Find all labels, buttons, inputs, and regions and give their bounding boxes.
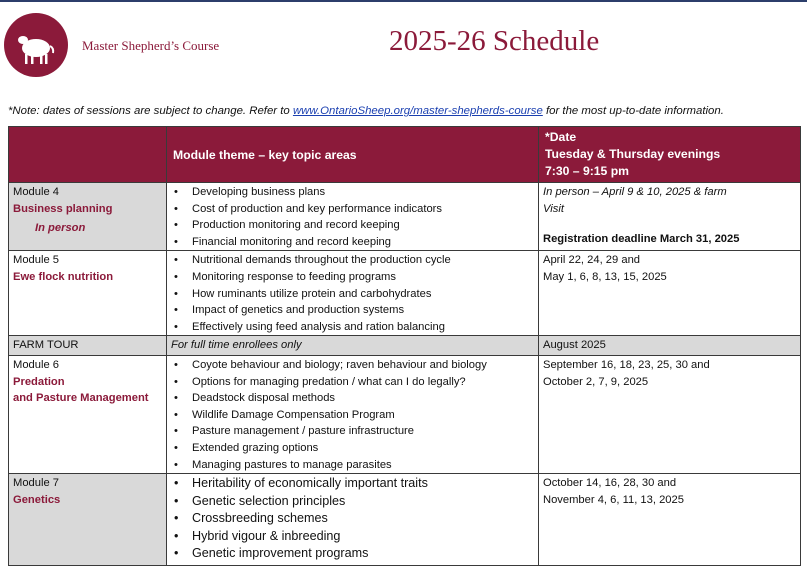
date-cell: [539, 355, 801, 473]
module-number: Module 5: [13, 254, 60, 267]
list-item: • Production monitoring and record keeping: [174, 219, 400, 232]
table-row: [9, 474, 801, 566]
date-line: April 22, 24, 29 and: [543, 254, 641, 267]
module-cell: [9, 355, 167, 473]
list-item: • Cost of production and key performance indicators: [174, 202, 442, 215]
page-title: 2025-26 Schedule: [389, 25, 600, 57]
header-date-time: 7:30 – 9:15 pm: [545, 164, 630, 178]
date-line: October 14, 16, 28, 30 and: [543, 477, 677, 490]
topics-cell: [167, 336, 539, 356]
table-row: [9, 183, 801, 251]
list-item: • Options for managing predation / what can I do legally?: [174, 375, 466, 388]
list-item: • Impact of genetics and production systems: [174, 304, 405, 317]
list-item: • Financial monitoring and record keeping: [174, 235, 392, 248]
date-line: September 16, 18, 23, 25, 30 and: [543, 358, 710, 371]
module-cell: [9, 474, 167, 566]
date-line: October 2, 7, 9, 2025: [543, 375, 649, 388]
in-person-tag: In person: [35, 222, 86, 235]
list-item: • Effectively using feed analysis and ration balancing: [174, 320, 445, 333]
header-date-cell: [539, 127, 801, 183]
list-item: • Extended grazing options: [174, 441, 319, 454]
table-row: [9, 336, 801, 356]
list-item: • Wildlife Damage Compensation Program: [174, 408, 395, 421]
sheep-logo-icon: [4, 13, 68, 77]
date-line: November 4, 6, 11, 13, 2025: [543, 493, 684, 506]
farm-tour-label: FARM TOUR: [13, 339, 79, 352]
course-name: Master Shepherd’s Course: [82, 38, 220, 53]
list-item: • Genetic improvement programs: [174, 546, 369, 561]
table-header-row: [9, 127, 801, 183]
table-row: [9, 355, 801, 473]
module-number: Module 6: [13, 358, 60, 371]
date-line: Visit: [543, 202, 564, 215]
list-item: • Crossbreeding schemes: [174, 511, 328, 526]
module-cell: [9, 183, 167, 251]
module-name: Ewe flock nutrition: [13, 270, 114, 283]
module-name: Genetics: [13, 493, 61, 506]
note-suffix: for the most up-to-date information.: [542, 105, 724, 117]
module-number: Module 7: [13, 477, 60, 490]
table-row: [9, 251, 801, 336]
list-item: • Monitoring response to feeding programs: [174, 270, 396, 283]
list-item: • Developing business plans: [174, 186, 326, 198]
header-date-days: Tuesday & Thursday evenings: [545, 147, 721, 161]
list-item: • Coyote behaviour and biology; raven behaviour and biology: [174, 358, 487, 371]
registration-deadline: Registration deadline March 31, 2025: [543, 233, 740, 246]
top-border-line: [0, 0, 807, 2]
list-item: • Heritability of economically important traits: [174, 476, 428, 491]
list-item: • Pasture management / pasture infrastructure: [174, 425, 414, 438]
list-item: • Hybrid vigour & inbreeding: [174, 528, 341, 543]
date-line: May 1, 6, 8, 13, 15, 2025: [543, 270, 667, 283]
farm-tour-note: For full time enrollees only: [171, 339, 302, 352]
list-item: • How ruminants utilize protein and carbohydrates: [174, 287, 432, 300]
list-item: • Genetic selection principles: [174, 493, 346, 508]
module-name: Business planning: [13, 202, 113, 215]
date-cell: [539, 183, 801, 251]
list-item: • Deadstock disposal methods: [174, 392, 336, 405]
header-theme-cell: Module theme – key topic areas: [167, 127, 539, 183]
list-item: • Managing pastures to manage parasites: [174, 458, 392, 471]
topics-cell: [167, 251, 539, 336]
date-cell: [539, 336, 801, 356]
date-cell: [539, 251, 801, 336]
date-cell: [539, 474, 801, 566]
date-line: In person – April 9 & 10, 2025 & farm: [543, 186, 727, 198]
topics-cell: [167, 474, 539, 566]
module-name: Predation: [13, 375, 65, 388]
module-name: and Pasture Management: [13, 392, 149, 405]
topics-cell: [167, 183, 539, 251]
module-cell: [9, 251, 167, 336]
schedule-table: [8, 126, 801, 566]
module-cell: [9, 336, 167, 356]
header-date-label: *Date: [545, 130, 577, 144]
schedule-note: [8, 105, 724, 117]
note-prefix: *Note: dates of sessions are subject to change. Refer to: [8, 105, 293, 117]
header-module-cell: [9, 127, 167, 183]
topics-cell: [167, 355, 539, 473]
course-link[interactable]: www.OntarioSheep.org/master-shepherds-course: [292, 105, 543, 117]
date-line: August 2025: [543, 339, 606, 352]
list-item: • Nutritional demands throughout the production cycle: [174, 254, 451, 267]
module-number: Module 4: [13, 186, 60, 198]
